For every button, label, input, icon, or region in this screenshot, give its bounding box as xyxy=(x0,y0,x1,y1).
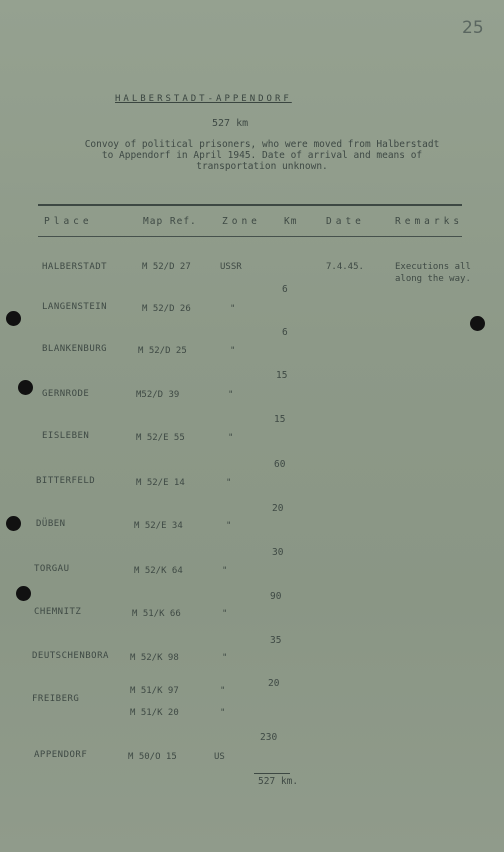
row-zone: " xyxy=(222,609,228,619)
leg-km: 60 xyxy=(274,459,286,470)
row-place: APPENDORF xyxy=(34,750,88,760)
punch-hole xyxy=(6,516,21,531)
header-mapref: Map Ref. xyxy=(143,216,197,227)
row-place: DÜBEN xyxy=(36,519,66,529)
row-zone: " xyxy=(226,478,232,488)
row-mapref: M 52/K 64 xyxy=(134,566,183,576)
total-km: 527 km. xyxy=(258,776,299,787)
leg-km: 30 xyxy=(272,547,284,558)
punch-hole xyxy=(18,380,33,395)
header-top-rule xyxy=(38,204,462,206)
row-mapref: M 52/E 55 xyxy=(136,433,185,443)
header-zone: Zone xyxy=(222,216,261,227)
row-zone: USSR xyxy=(220,262,242,272)
header-km: Km xyxy=(284,216,298,227)
row-place: TORGAU xyxy=(34,564,70,574)
row-mapref: M 51/K 97 xyxy=(130,686,179,696)
row-mapref: M 52/E 14 xyxy=(136,478,185,488)
row-mapref: M 52/D 27 xyxy=(142,262,191,272)
leg-km: 230 xyxy=(260,732,278,743)
row-zone: " xyxy=(230,346,236,356)
row-mapref: M 52/D 25 xyxy=(138,346,187,356)
leg-km: 15 xyxy=(274,414,286,425)
row-place: LANGENSTEIN xyxy=(42,302,108,312)
row-zone: " xyxy=(228,433,234,443)
row-place: DEUTSCHENBORA xyxy=(32,651,109,661)
leg-km: 90 xyxy=(270,591,282,602)
total-rule xyxy=(254,773,290,774)
leg-km: 20 xyxy=(268,678,280,689)
row-mapref: M 50/O 15 xyxy=(128,752,177,762)
row-mapref: M 52/K 98 xyxy=(130,653,179,663)
header-date: Date xyxy=(326,216,365,227)
row-place: HALBERSTADT xyxy=(42,262,108,272)
punch-hole xyxy=(6,311,21,326)
row-zone: " xyxy=(228,390,234,400)
header-remarks: Remarks xyxy=(395,216,464,227)
intro-paragraph: Convoy of political prisoners, who were moved from Halberstadt to Appendorf in April 1945. Date of arrival and means of transportation unknown. xyxy=(84,139,440,172)
row-mapref: M 51/K 66 xyxy=(132,609,181,619)
row-place: EISLEBEN xyxy=(42,431,90,441)
row-remarks: Executions all xyxy=(395,262,471,272)
row-mapref: M 51/K 20 xyxy=(130,708,179,718)
header-place: Place xyxy=(44,216,93,227)
header-bottom-rule xyxy=(38,236,462,237)
row-place: BLANKENBURG xyxy=(42,344,108,354)
document-title: HALBERSTADT-APPENDORF xyxy=(115,94,292,104)
total-distance: 527 km xyxy=(212,118,249,129)
row-zone: " xyxy=(222,653,228,663)
row-zone: " xyxy=(220,708,226,718)
row-zone: US xyxy=(214,752,225,762)
page-number: 25 xyxy=(462,18,484,38)
punch-hole xyxy=(470,316,485,331)
leg-km: 35 xyxy=(270,635,282,646)
punch-hole xyxy=(16,586,31,601)
row-place: GERNRODE xyxy=(42,389,90,399)
row-zone: " xyxy=(230,304,236,314)
leg-km: 6 xyxy=(282,327,288,338)
row-mapref: M 52/E 34 xyxy=(134,521,183,531)
row-mapref: M52/D 39 xyxy=(136,390,180,400)
leg-km: 15 xyxy=(276,370,288,381)
row-date: 7.4.45. xyxy=(326,262,364,272)
row-remarks: along the way. xyxy=(395,274,471,284)
row-zone: " xyxy=(226,521,232,531)
row-place: CHEMNITZ xyxy=(34,607,82,617)
row-place: FREIBERG xyxy=(32,694,80,704)
row-zone: " xyxy=(220,686,226,696)
row-place: BITTERFELD xyxy=(36,476,96,486)
row-mapref: M 52/D 26 xyxy=(142,304,191,314)
leg-km: 6 xyxy=(282,284,288,295)
leg-km: 20 xyxy=(272,503,284,514)
row-zone: " xyxy=(222,566,228,576)
